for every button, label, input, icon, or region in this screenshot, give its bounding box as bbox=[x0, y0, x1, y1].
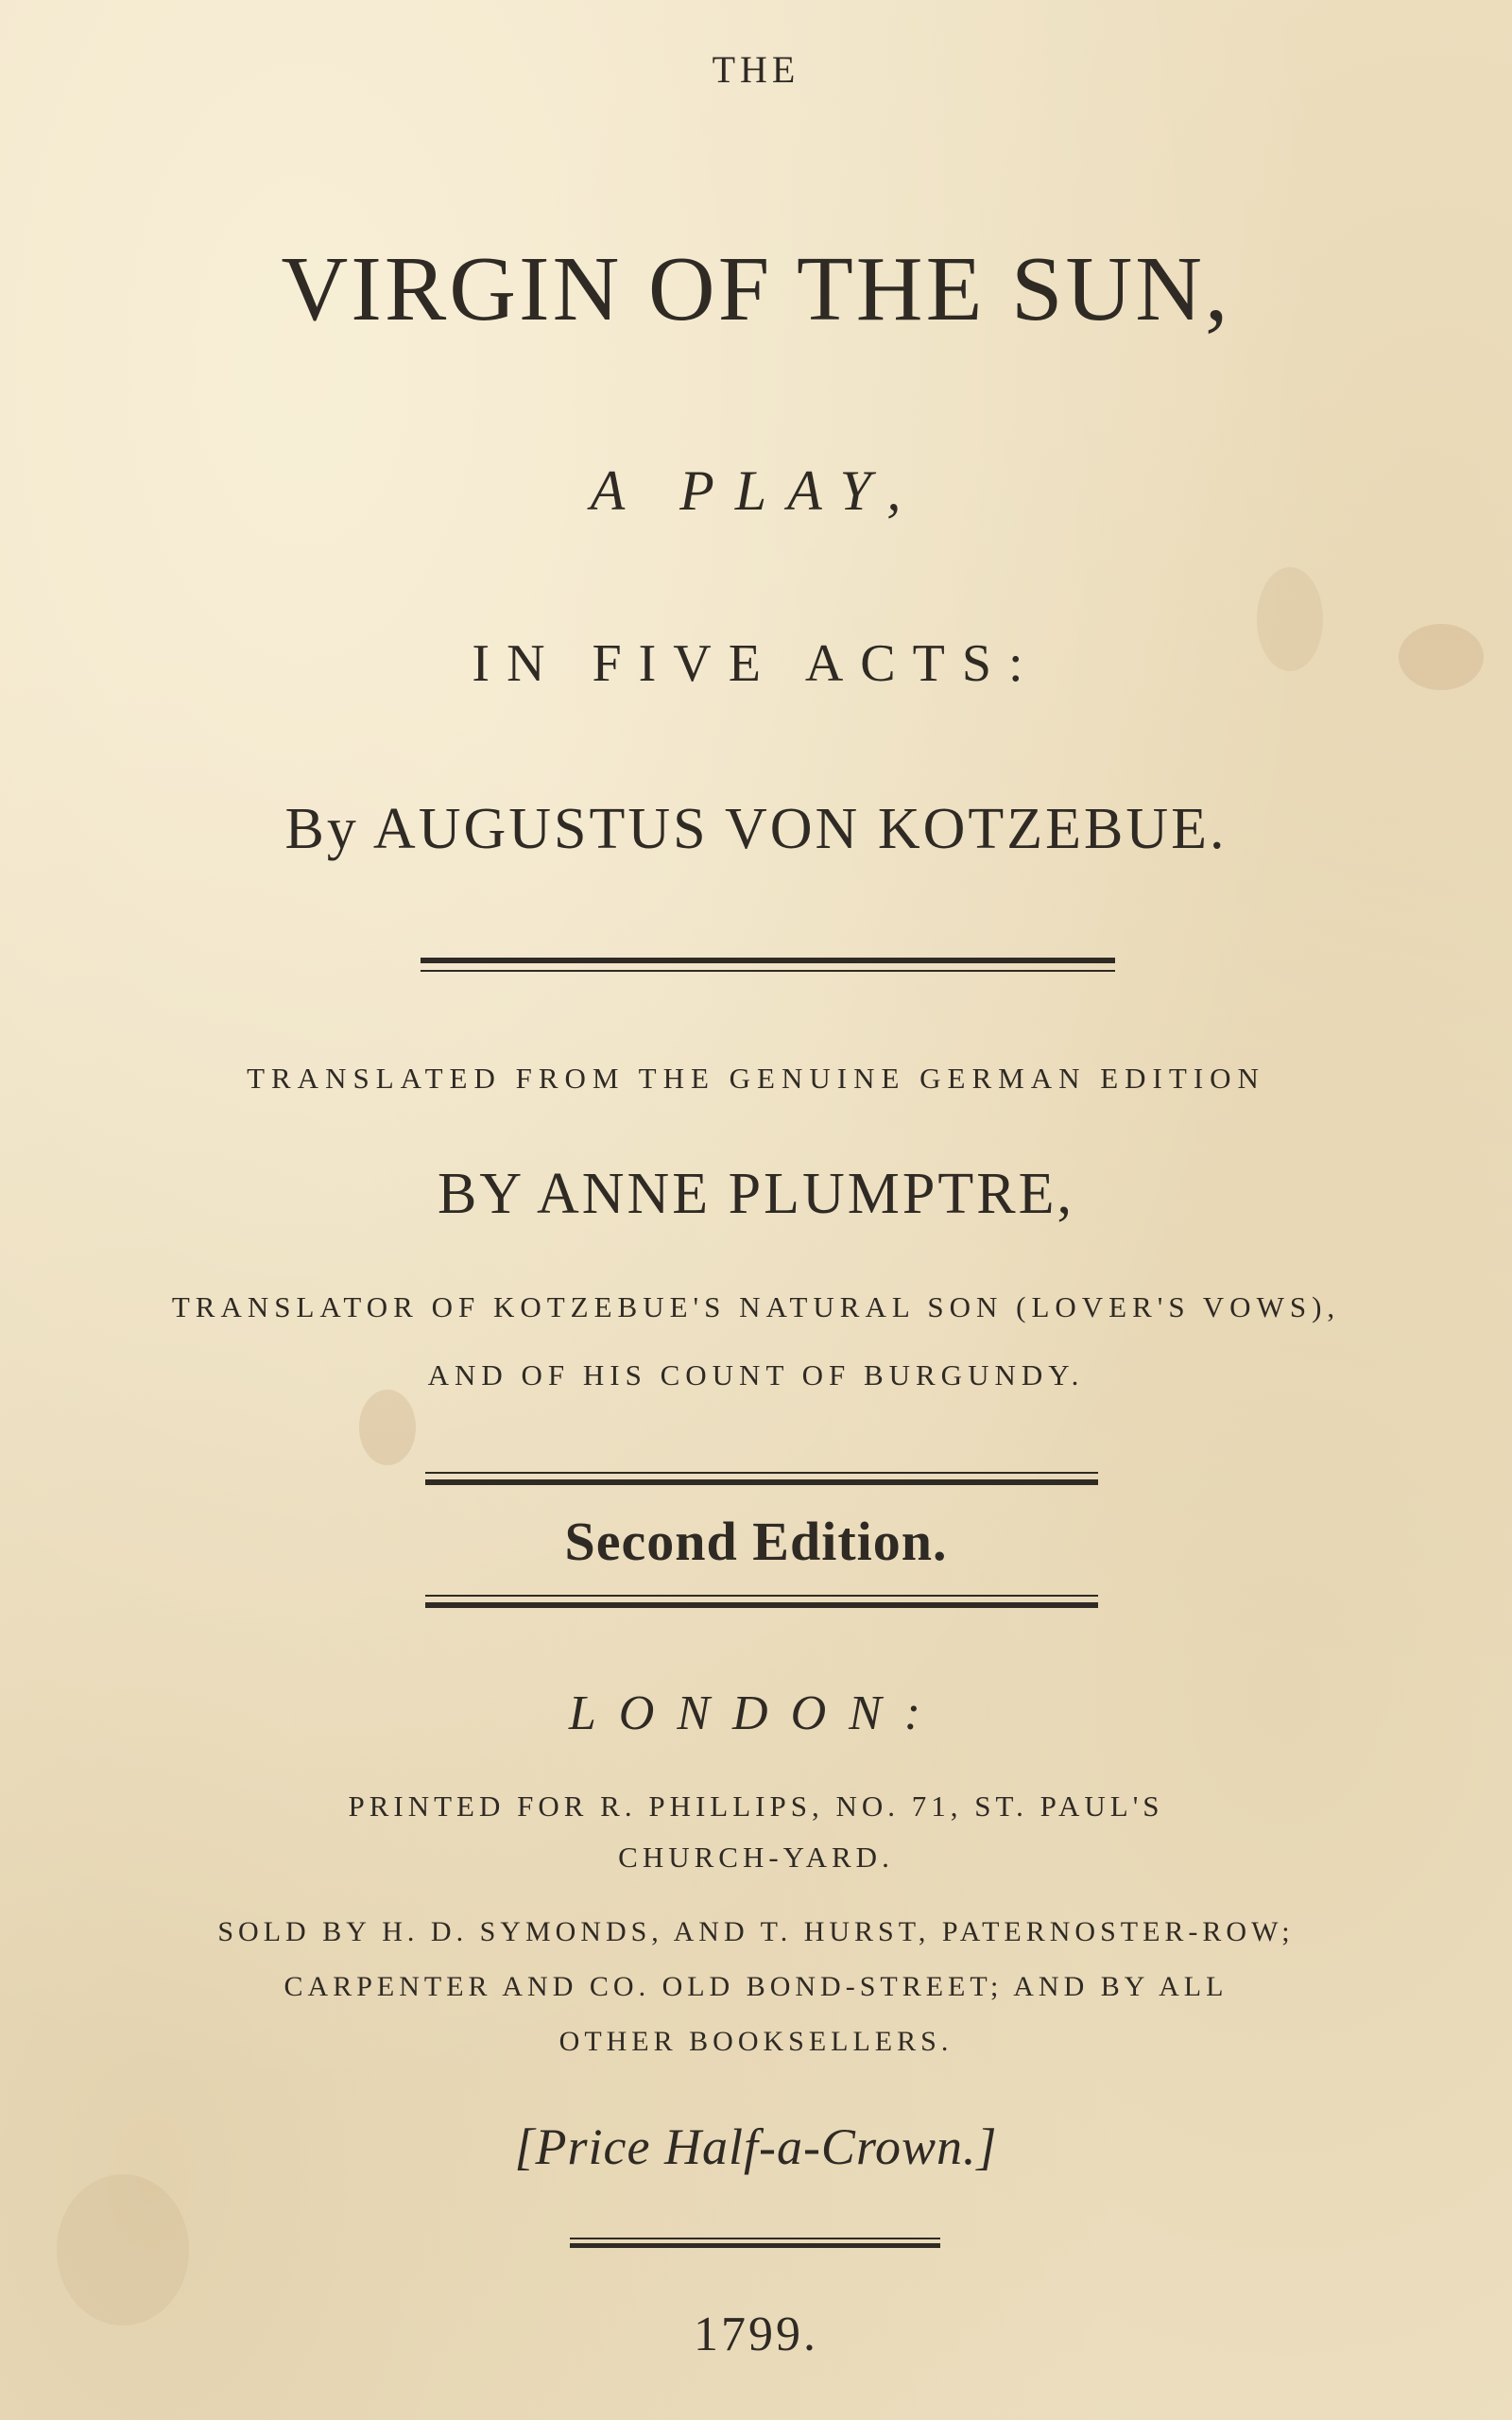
imprint-year: 1799. bbox=[694, 2308, 818, 2361]
seller-line-end: OTHER BOOKSELLERS. bbox=[558, 2026, 954, 2057]
acts-line: IN FIVE ACTS: bbox=[472, 634, 1040, 693]
imprint-city: LONDON: bbox=[568, 1686, 944, 1740]
seller-line-continued: CARPENTER AND CO. OLD BOND-STREET; AND BY ALL bbox=[284, 1971, 1228, 2002]
paper-stain bbox=[359, 1390, 416, 1465]
double-rule bbox=[425, 1472, 1098, 1491]
price-line: [Price Half-a-Crown.] bbox=[514, 2118, 998, 2175]
subtitle: A PLAY, bbox=[590, 459, 922, 522]
printer-line-continued: CHURCH-YARD. bbox=[618, 1841, 894, 1874]
translator-name: BY ANNE PLUMPTRE, bbox=[438, 1162, 1074, 1226]
edition-line: Second Edition. bbox=[564, 1511, 948, 1572]
translator-credit-continued: AND OF HIS COUNT OF BURGUNDY. bbox=[427, 1358, 1085, 1392]
double-rule bbox=[421, 958, 1115, 977]
seller-line: SOLD BY H. D. SYMONDS, AND T. HURST, PATERNOSTER-ROW; bbox=[217, 1916, 1295, 1947]
paper-stain bbox=[57, 2174, 189, 2325]
translated-line: TRANSLATED FROM THE GENUINE GERMAN EDITION bbox=[247, 1062, 1265, 1095]
title-article: THE bbox=[712, 48, 800, 91]
double-rule bbox=[425, 1595, 1098, 1614]
translator-credit: TRANSLATOR OF KOTZEBUE'S NATURAL SON (LOVER'S VOWS), bbox=[171, 1290, 1341, 1323]
main-title: VIRGIN OF THE SUN, bbox=[281, 238, 1231, 340]
printer-line: PRINTED FOR R. PHILLIPS, NO. 71, ST. PAUL'S bbox=[348, 1789, 1164, 1823]
double-rule bbox=[570, 2238, 940, 2253]
author-line: By AUGUSTUS VON KOTZEBUE. bbox=[284, 797, 1228, 861]
